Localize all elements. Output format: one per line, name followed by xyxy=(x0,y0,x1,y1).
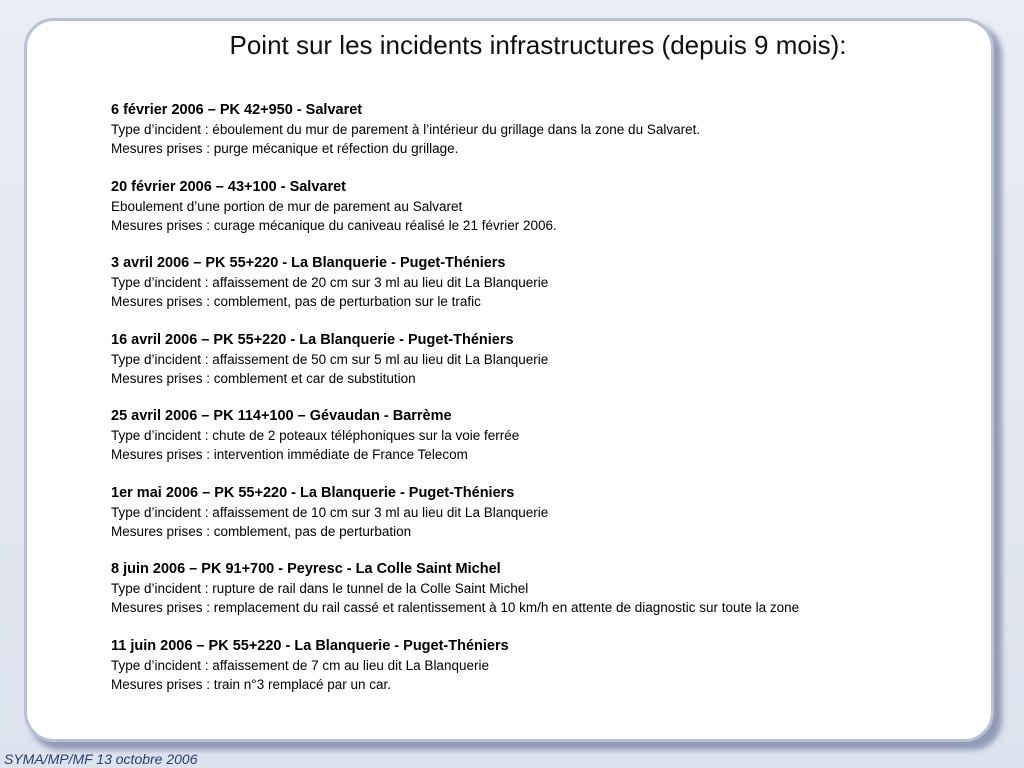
incident-measures: Mesures prises : comblement, pas de perturbation sur le trafic xyxy=(111,294,481,309)
incident-heading: 1er mai 2006 – PK 55+220 - La Blanquerie - Puget-Théniers xyxy=(111,484,515,501)
slide-footer: SYMA/MP/MF 13 octobre 2006 xyxy=(4,751,198,767)
incident-type: Type d’incident : rupture de rail dans le tunnel de la Colle Saint Michel xyxy=(111,581,529,596)
incident-item xyxy=(111,406,941,464)
incident-item xyxy=(111,330,941,388)
incident-type: Eboulement d’une portion de mur de parement au Salvaret xyxy=(111,198,463,214)
incident-measures: Mesures prises : purge mécanique et réfection du grillage. xyxy=(111,141,459,156)
incident-type: Type d’incident : affaissement de 50 cm sur 5 ml au lieu dit La Blanquerie xyxy=(111,351,549,367)
incident-measures: Mesures prises : curage mécanique du caniveau réalisé le 21 février 2006. xyxy=(111,217,557,233)
incident-item xyxy=(111,253,941,311)
incident-list xyxy=(111,100,941,712)
incident-measures: Mesures prises : comblement, pas de perturbation xyxy=(111,523,412,539)
slide-title: Point sur les incidents infrastructures (depuis 9 mois): xyxy=(229,30,847,60)
incident-item xyxy=(111,483,941,541)
incident-heading: 20 février 2006 – 43+100 - Salvaret xyxy=(111,178,347,195)
incident-heading: 16 avril 2006 – PK 55+220 - La Blanquerie - Puget-Théniers xyxy=(111,331,514,348)
incident-item xyxy=(111,559,941,617)
incident-heading: 6 février 2006 – PK 42+950 - Salvaret xyxy=(111,102,363,118)
incident-item xyxy=(111,177,941,235)
incident-heading: 3 avril 2006 – PK 55+220 - La Blanquerie - Puget-Théniers xyxy=(111,255,506,271)
incident-item xyxy=(111,100,941,158)
incident-measures: Mesures prises : remplacement du rail cassé et ralentissement à 10 km/h en attente de diagnostic sur toute la zone xyxy=(111,600,800,615)
incident-type: Type d’incident : affaissement de 10 cm sur 3 ml au lieu dit La Blanquerie xyxy=(111,504,549,520)
incident-type: Type d’incident : éboulement du mur de parement à l’intérieur du grillage dans la zone du Salvaret. xyxy=(111,122,701,137)
incident-type: Type d’incident : affaissement de 20 cm sur 3 ml au lieu dit La Blanquerie xyxy=(111,275,549,290)
incident-measures: Mesures prises : comblement et car de substitution xyxy=(111,370,416,386)
incident-type: Type d’incident : chute de 2 poteaux téléphoniques sur la voie ferrée xyxy=(111,428,520,443)
incident-heading: 11 juin 2006 – PK 55+220 - La Blanquerie - Puget-Théniers xyxy=(111,637,509,654)
incident-heading: 8 juin 2006 – PK 91+700 - Peyresc - La Colle Saint Michel xyxy=(111,561,501,577)
incident-heading: 25 avril 2006 – PK 114+100 – Gévaudan - Barrème xyxy=(111,408,452,424)
incident-measures: Mesures prises : train n°3 remplacé par un car. xyxy=(111,676,392,692)
incident-measures: Mesures prises : intervention immédiate de France Telecom xyxy=(111,447,468,462)
incident-type: Type d’incident : affaissement de 7 cm au lieu dit La Blanquerie xyxy=(111,657,489,673)
incident-item xyxy=(111,636,941,694)
